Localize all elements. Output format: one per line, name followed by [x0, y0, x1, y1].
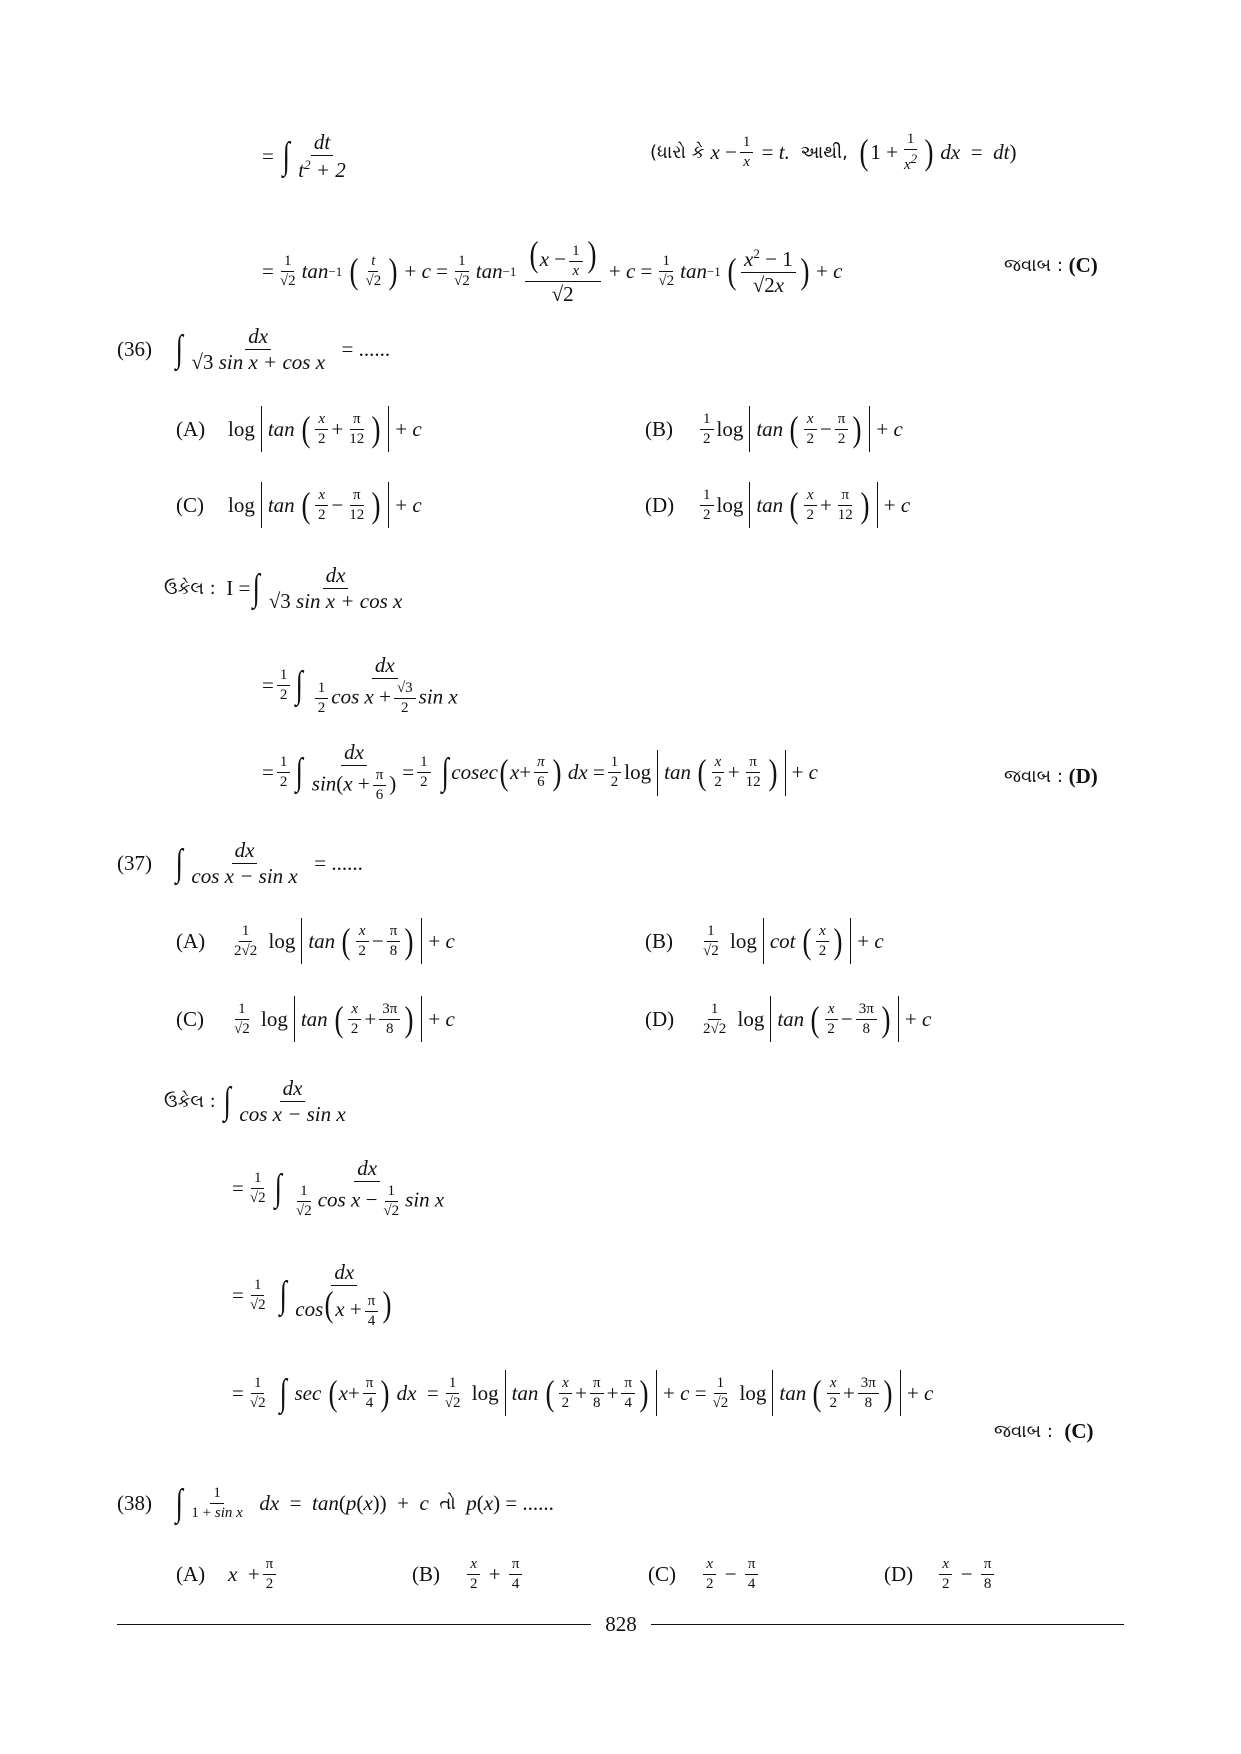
q36-solution-step-1: ઉકેલ : I = ∫ dx √3 sin x + cos x — [164, 563, 403, 613]
page-number: 828 — [605, 1612, 637, 1636]
q36-option-b: (B) 1 2 log tan ( x 2 − π 2 ) + c — [645, 406, 903, 452]
q36-solution-step-3: = 1 2 ∫ dx sin(x + $\frac{\pi}{6}$ ) = 1 2 ∫ cosec ( x + π 6 ) dx = 1 2 log tan ( x 2 + π 12 ) + c — [262, 740, 818, 803]
q38-option-a: (A) x + π 2 — [176, 1557, 279, 1592]
q36-answer: જવાબ : (D) — [1004, 764, 1098, 788]
q35-answer: જવાબ : (C) — [1004, 253, 1098, 277]
q37-solution-step-2: = 1 √2 ∫ dx $\frac{1}{√2}$ cos x − $\frac{1}{√2}$ sin x — [232, 1156, 445, 1219]
q37-question: (37) ∫ $\frac{dx}{\text{cos x − sin x}}$ = ...... — [117, 838, 363, 888]
q37-solution-step-4: = 1 √2 ∫ sec ( x + π 4 ) dx = 1 √2 log tan ( x 2 + π 8 + π 4 ) + c = 1 √2 log tan ( x 2 + 3π 8 ) + c — [232, 1370, 933, 1416]
q37-option-d: (D) 1 2√2 log tan ( x 2 − 3π 8 ) + c — [645, 996, 931, 1042]
q37-solution-step-3: = 1 √2 ∫ dx cos(x + $\frac{\pi}{4}$ ) — [232, 1260, 392, 1329]
q37-option-a: (A) 1 2√2 log tan ( x 2 − π 8 ) + c — [176, 918, 455, 964]
footer-rule-left — [117, 1624, 591, 1625]
q36-question: (36) ∫ $\frac{dx}{\text{√3 sin x + cos x}}$ = ...... — [117, 324, 391, 374]
q35-step-1: = ∫ dt $t^2 + 2$ — [262, 130, 346, 182]
q37-option-c: (C) 1 √2 log tan ( x 2 + 3π 8 ) + c — [176, 996, 455, 1042]
q38-question: (38) ∫ 1 1 + sin x dx = tan ( p ( x )) + c તો p ( x ) = ...... — [117, 1482, 554, 1525]
q36-solution-step-2: = 1 2 ∫ dx $\frac{1}{2}$ cos x + $\frac{√3}{2}$ sin x — [262, 653, 458, 716]
q36-option-c: (C) log tan ( x 2 − π 12 ) + c — [176, 482, 422, 528]
q36-option-d: (D) 1 2 log tan ( x 2 + π 12 ) + c — [645, 482, 910, 528]
q38-option-c: (C) x 2 − π 4 — [648, 1557, 761, 1592]
q37-answer: જવાબ : (C) — [994, 1419, 1094, 1443]
q37-solution-step-1: ઉકેલ : ∫ dx cos x − sin x — [164, 1076, 346, 1126]
q35-step-2: = 1 √2 tan −1 ( t √2 ) + c = 1 √2 tan −1 (x − $\frac{1}{x}$ ) √2 + c = 1 √2 tan −1 ( $x^2 - 1$ √2x ) + c — [262, 234, 843, 306]
q37-option-b: (B) 1 √2 log cot ( x 2 ) + c — [645, 918, 884, 964]
q36-option-a: (A) log tan ( x 2 + π 12 ) + c — [176, 406, 422, 452]
q38-option-d: (D) x 2 − π 8 — [884, 1557, 997, 1592]
q35-substitution-note: (ધારો કે x − 1 x = t. આથી, ( 1 + 1 $x^2$ ) dx = dt ) — [650, 131, 1017, 173]
q38-option-b: (B) x 2 + π 4 — [412, 1557, 525, 1592]
footer-rule-right — [651, 1624, 1124, 1625]
